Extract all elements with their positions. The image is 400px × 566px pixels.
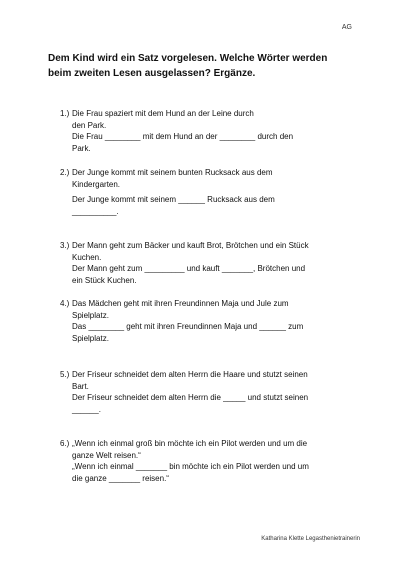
exercise-body: [72, 298, 360, 344]
gap-sentence-line: Der Junge kommt mit seinem ______ Rucksack aus dem: [72, 195, 275, 205]
author-footer: Katharina Klette Legasthenietrainerin: [261, 536, 360, 542]
original-sentence-line: Der Junge kommt mit seinem bunten Rucksack aus dem: [72, 168, 273, 177]
gap-sentence-line: die ganze _______ reisen.“: [72, 473, 169, 483]
exercise-3: [60, 240, 360, 286]
exercise-body: [72, 167, 360, 217]
gap-sentence-line: ein Stück Kuchen.: [72, 275, 137, 285]
gap-sentence-line: Park.: [72, 143, 91, 153]
exercise-number: 2.): [60, 168, 70, 177]
exercise-body: [72, 240, 360, 286]
exercise-number: 3.): [60, 241, 70, 250]
original-sentence-line: Der Friseur schneidet dem alten Herrn die Haare und stutzt seinen: [72, 370, 308, 379]
original-sentence-line: den Park.: [72, 120, 107, 130]
gap-sentence-line: Der Friseur schneidet dem alten Herrn die _____ und stutzt seinen: [72, 393, 309, 403]
gap-sentence-line: ______.: [72, 404, 101, 414]
original-sentence-line: Kuchen.: [72, 252, 102, 262]
original-sentence-line: Die Frau spaziert mit dem Hund an der Leine durch: [72, 109, 254, 118]
exercise-number: 5.): [60, 370, 70, 379]
exercise-1: [60, 108, 360, 154]
exercise-body: [72, 108, 360, 154]
heading-line: Dem Kind wird ein Satz vorgelesen. Welche Wörter werden: [48, 53, 328, 64]
corner-tag: AG: [341, 24, 352, 31]
exercise-body: [72, 438, 360, 484]
original-sentence-line: ganze Welt reisen.“: [72, 450, 141, 460]
original-sentence-line: Der Mann geht zum Bäcker und kauft Brot, Brötchen und ein Stück: [72, 241, 309, 250]
original-sentence-line: Kindergarten.: [72, 179, 121, 189]
original-sentence-line: Bart.: [72, 381, 89, 391]
heading-line: beim zweiten Lesen ausgelassen? Ergänze.: [48, 67, 256, 79]
worksheet-heading: [48, 52, 358, 81]
exercise-body: [72, 369, 360, 415]
original-sentence-line: Spielplatz.: [72, 310, 109, 320]
gap-sentence-line: „Wenn ich einmal _______ bin möchte ich ein Pilot werden und um: [72, 462, 309, 472]
gap-sentence-line: Spielplatz.: [72, 333, 109, 343]
exercise-number: 1.): [60, 109, 70, 118]
original-sentence-line: „Wenn ich einmal groß bin möchte ich ein Pilot werden und um die: [72, 439, 308, 448]
exercise-number: 6.): [60, 439, 70, 448]
exercise-5: [60, 369, 360, 415]
gap-sentence-line: Das ________ geht mit ihren Freundinnen Maja und ______ zum: [72, 322, 304, 332]
gap-sentence-line: __________.: [72, 206, 119, 216]
gap-sentence-line: Die Frau ________ mit dem Hund an der ________ durch den: [72, 132, 294, 142]
gap-sentence-line: Der Mann geht zum _________ und kauft _______, Brötchen und: [72, 264, 306, 274]
exercise-number: 4.): [60, 299, 70, 308]
exercise-2: [60, 167, 360, 217]
original-sentence-line: Das Mädchen geht mit ihren Freundinnen Maja und Jule zum: [72, 299, 289, 308]
exercise-4: [60, 298, 360, 344]
exercise-6: [60, 438, 360, 484]
